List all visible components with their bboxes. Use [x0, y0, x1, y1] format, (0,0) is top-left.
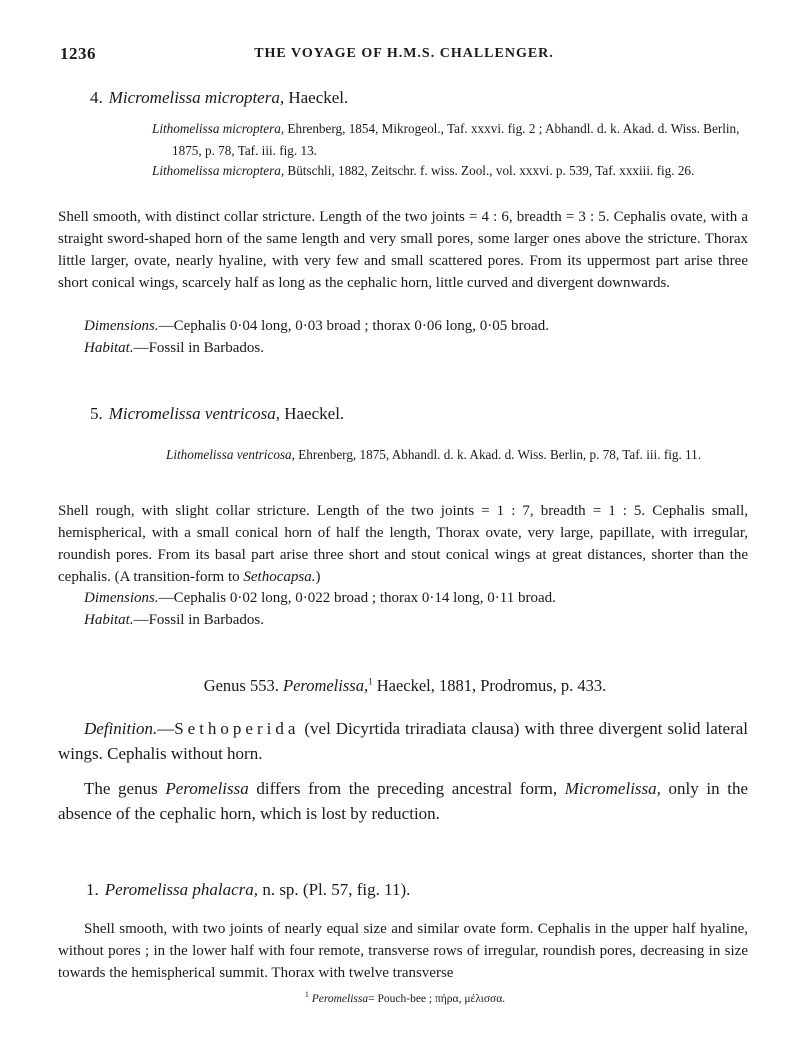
footnote-mark: 1: [304, 990, 309, 999]
genus-remarks: [58, 776, 748, 826]
synonym-reference: Bütschli, 1882, Zeitschr. f. wiss. Zool., vol. xxxvi. p. 539, Taf. xxxiii. fig. 26.: [287, 163, 695, 178]
species-description: [58, 918, 748, 984]
description-end: ): [315, 569, 321, 585]
definition-label: Definition.: [84, 719, 158, 738]
description-italic: Sethocapsa.: [243, 569, 316, 585]
definition-text: (vel Dicyrtida triradiata clausa) with three divergent solid lateral wings. Cephalis without horn.: [58, 719, 748, 763]
genus-suffix: Haeckel, 1881, Prodromus, p. 433.: [376, 676, 607, 695]
habitat-value: —Fossil in Barbados.: [133, 612, 265, 628]
species-description: [58, 500, 748, 588]
habitat-label: Habitat.: [84, 612, 134, 628]
synonym-name: Lithomelissa ventricosa,: [166, 447, 295, 462]
habitat-value: —Fossil in Barbados.: [133, 340, 265, 356]
genus-definition: [58, 716, 748, 766]
habitat-line: [84, 337, 744, 359]
synonym-reference: Ehrenberg, 1875, Abhandl. d. k. Akad. d. Wiss. Berlin, p. 78, Taf. iii. fig. 11.: [298, 447, 702, 462]
footnote-name: Peromelissa: [311, 992, 369, 1005]
footnote-marker: 1: [368, 676, 373, 687]
species-name: Micromelissa ventricosa,: [108, 404, 280, 423]
page-number: 1236: [60, 44, 96, 63]
definition-family: Sethoperida: [174, 719, 300, 738]
species-author: Haeckel.: [288, 88, 349, 107]
species-5-heading: [90, 404, 750, 424]
species-number: 1.: [86, 880, 99, 899]
species-description: Shell smooth, with distinct collar stricture. Length of the two joints = 4 : 6, breadth = 3 : 5. Cephalis ovate, with a straight sword-shaped horn of the same length and very small pores, some larger ones above the stricture. Thorax little larger, ovate, nearly hyaline, with very few and small scattered pores. From its uppermost part arise three short conical wings, scarcely half as long as the cephalic horn, little curved and divergent downwards.: [58, 209, 748, 291]
synonym-entry: [152, 160, 768, 182]
footnote-text: = Pouch-bee ; πήρα, μέλισσα.: [368, 992, 506, 1005]
definition-dash: —: [157, 719, 175, 738]
species-name: Micromelissa microptera,: [108, 88, 285, 107]
dimensions-line: [84, 315, 744, 337]
dimensions-value: —Cephalis 0·02 long, 0·022 broad ; thorax 0·14 long, 0·11 broad.: [158, 590, 556, 606]
genus-prefix: Genus 553.: [203, 676, 279, 695]
species-number: 4.: [90, 88, 103, 107]
remarks-b: differs from the preceding ancestral form,: [256, 779, 558, 798]
dimensions-line: [84, 587, 744, 609]
running-title: THE VOYAGE OF H.M.S. CHALLENGER.: [254, 46, 554, 61]
synonym-reference: Ehrenberg, 1854, Mikrogeol., Taf. xxxvi. fig. 2 ; Abhandl. d. k. Akad. d. Wiss. Berlin, 1875, p. 78, Taf. iii. fig. 13.: [172, 121, 740, 158]
genus-heading: [60, 676, 750, 696]
species-suffix: n. sp. (Pl. 57, fig. 11).: [262, 880, 411, 899]
synonym-entry: [166, 444, 768, 466]
habitat-label: Habitat.: [84, 340, 134, 356]
remarks-a: The genus: [84, 779, 158, 798]
running-head: [60, 44, 748, 66]
remarks-italic-1: Peromelissa: [165, 779, 249, 798]
species-4-heading: [90, 88, 750, 108]
synonym-name: Lithomelissa microptera,: [152, 163, 285, 178]
species-name: Peromelissa phalacra,: [104, 880, 259, 899]
footnote: [60, 990, 750, 1005]
dimensions-value: —Cephalis 0·04 long, 0·03 broad ; thorax 0·06 long, 0·05 broad.: [158, 318, 549, 334]
species-author: Haeckel.: [284, 404, 345, 423]
remarks-italic-2: Micromelissa,: [564, 779, 661, 798]
description-text: Shell smooth, with two joints of nearly equal size and similar ovate form. Cephalis in the upper half hyaline, without pores ; in the lower half with four remote, transverse rows of irregular, roundish pores, decreasing in size towards the hemispherical summit. Thorax with twelve transverse: [58, 921, 748, 981]
species-number: 5.: [90, 404, 103, 423]
dimensions-label: Dimensions.: [84, 590, 159, 606]
habitat-line: [84, 609, 744, 631]
dimensions-label: Dimensions.: [84, 318, 159, 334]
synonym-entry: [152, 118, 768, 162]
remarks-c: only in the absence of the cephalic horn, which is lost by reduction.: [58, 779, 748, 823]
description-text: Shell rough, with slight collar stricture. Length of the two joints = 1 : 7, breadth = 1 : 5. Cephalis small, hemispherical, with a small conical horn of half the length, Thorax ovate, very large, papillate, with irregular, roundish pores. From its basal part arise three short and stout conical wings at great distances, shorter than the cephalis. (A transition-form to: [58, 503, 748, 585]
genus-name: Peromelissa,: [282, 676, 369, 695]
species-1-heading: [86, 880, 746, 900]
synonym-name: Lithomelissa microptera,: [152, 121, 285, 136]
